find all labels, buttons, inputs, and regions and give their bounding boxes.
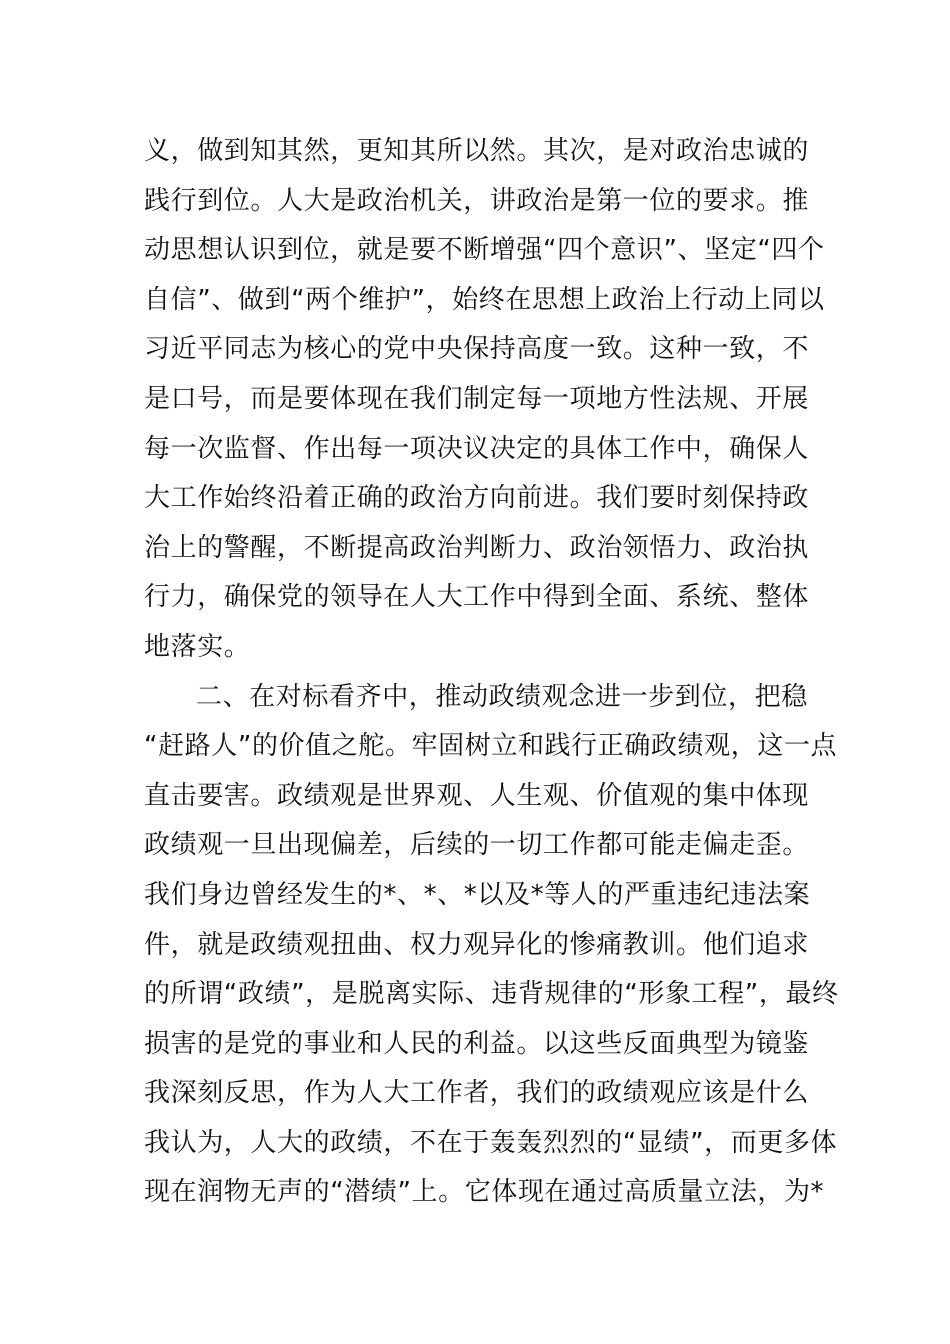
text-line: 我深刻反思，作为人大工作者，我们的政绩观应该是什么 [144,1078,810,1109]
body-text [144,127,839,1218]
text-line: 动思想认识到位，就是要不断增强“四个意识”、坚定“四个 [144,235,825,266]
text-line: 自信”、做到“两个维护”，始终在思想上政治上行动上同以 [144,284,825,315]
text-line: 件，就是政绩观扭曲、权力观异化的惨痛教训。他们追求 [144,929,810,960]
text-line: 大工作始终沿着正确的政治方向前进。我们要时刻保持政 [144,483,810,514]
text-line: 践行到位。人大是政治机关，讲政治是第一位的要求。推 [144,185,810,216]
text-line: 行力，确保党的领导在人大工作中得到全面、系统、整体 [144,582,810,613]
text-line: 损害的是党的事业和人民的利益。以这些反面典型为镜鉴 [144,1028,810,1059]
section-heading-line: 二、在对标看齐中，推动政绩观念进一步到位，把稳 [196,681,808,712]
text-line: 我们身边曾经发生的*、*、*以及*等人的严重违纪违法案 [144,879,811,910]
text-line: 政绩观一旦出现偏差，后续的一切工作都可能走偏走歪。 [144,830,810,861]
text-line: 习近平同志为核心的党中央保持高度一致。这种一致，不 [144,334,810,365]
text-line: 地落实。 [144,631,251,662]
text-line: 是口号，而是要体现在我们制定每一项地方性法规、开展 [144,383,810,414]
text-line: 直击要害。政绩观是世界观、人生观、价值观的集中体现 [144,780,810,811]
text-line: 治上的警醒，不断提高政治判断力、政治领悟力、政治执 [144,532,810,563]
text-line: 每一次监督、作出每一项决议决定的具体工作中，确保人 [144,433,810,464]
text-line: 现在润物无声的“潜绩”上。它体现在通过高质量立法，为* [144,1177,825,1208]
text-line: 义，做到知其然，更知其所以然。其次，是对政治忠诚的 [144,136,810,166]
text-line: 的所谓“政绩”，是脱离实际、违背规律的“形象工程”，最终 [144,979,839,1010]
text-line: “赶路人”的价值之舵。牢固树立和践行正确政绩观，这一点 [144,731,838,762]
text-line: 我认为，人大的政绩，不在于轰轰烈烈的“显绩”，而更多体 [144,1127,838,1158]
